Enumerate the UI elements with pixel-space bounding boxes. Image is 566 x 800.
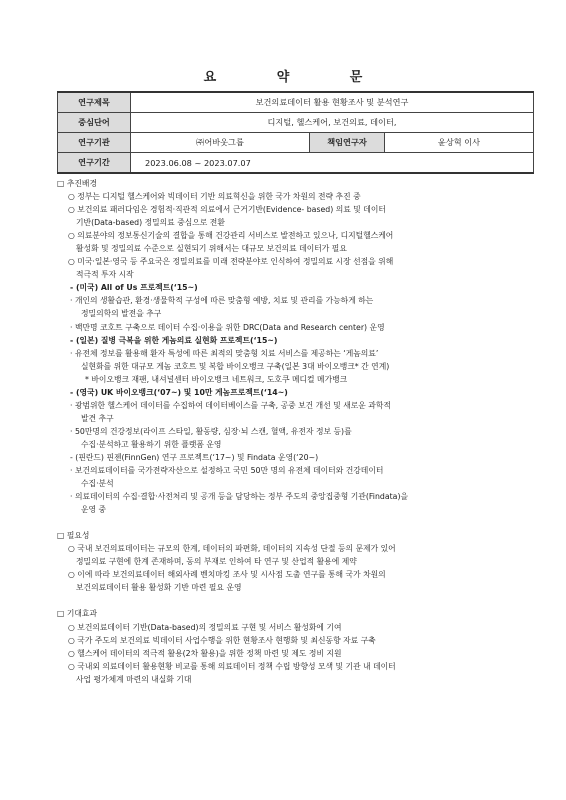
list-item: · 유전체 정보를 활용해 환자 특성에 따른 최적의 맞춤형 치료 서비스를 제공하는 ‘게놈의료’ (70, 348, 379, 358)
lead-researcher-label: 책임연구자 (310, 133, 385, 153)
research-period-value: 2023.06.08 ~ 2023.07.07 (131, 153, 534, 174)
list-item: · 개인의 생활습관, 환경·생물학적 구성에 따른 맞춤형 예방, 치료 및 관리를 가능하게 하는 (70, 296, 374, 306)
list-item: 발견 추구 (81, 413, 114, 423)
list-item: 수집·분석하고 활용하기 위한 플랫폼 운영 (81, 439, 222, 449)
list-item: ○ 국내 보건의료데이터는 규모의 한계, 데이터의 파편화, 데이터의 지속성 단절 등의 문제가 있어 (68, 544, 396, 554)
list-item: 운영 중 (81, 505, 107, 515)
list-item: · 백만명 코호트 구축으로 데이터 수집·이용을 위한 DRC(Data and Research center) 운영 (70, 322, 385, 332)
research-org-label: 연구기관 (58, 133, 131, 153)
list-item: 사업 평가체계 마련의 내실화 기대 (76, 674, 192, 684)
list-item: · 의료데이터의 수집·결합·사전처리 및 공개 등을 담당하는 정부 주도의 중앙집중형 기관(Findata)을 (70, 492, 409, 502)
list-item: 활성화 및 정밀의료 수준으로 실현되기 위해서는 대규모 보건의료 데이터가 필요 (76, 244, 347, 254)
list-item: 정밀의료 구현에 한계 존재하며, 동의 부재로 인하여 타 연구 및 산업적 활용에 제약 (76, 557, 357, 567)
list-item: ○ 보건의료 패러다임은 경험적·직관적 의료에서 근거기반(Evidence- based) 의료 및 데이터 (68, 205, 386, 215)
list-item: ○ 헬스케어 데이터의 적극적 활용(2차 활용)을 위한 정책 마련 및 제도 정비 지원 (68, 648, 342, 658)
project-title-value: 보건의료데이터 활용 현황조사 및 분석연구 (131, 92, 534, 113)
list-item: · 보건의료데이터를 국가전략자산으로 설정하고 국민 50만 명의 유전체 데이터와 건강데이터 (70, 466, 384, 476)
keywords-value: 디지털, 헬스케어, 보건의료, 데이터, (131, 113, 534, 133)
list-item: ○ 이에 따라 보건의료데이터 해외사례 벤치마킹 조사 및 시사점 도출 연구를 통해 국가 차원의 (68, 570, 386, 580)
list-item: 수집·분석 (81, 479, 114, 489)
lead-researcher-value: 윤상혁 이사 (385, 133, 534, 153)
list-item: - (영국) UK 바이오뱅크(‘07~) 및 10만 게놈프로젝트(‘14~) (70, 387, 288, 397)
keywords-label: 중심단어 (58, 113, 131, 133)
summary-info-table (57, 91, 534, 174)
section-heading-effects: □ 기대효과 (57, 609, 97, 619)
section-heading-necessity: □ 필요성 (57, 531, 90, 541)
list-item: - (미국) All of Us 프로젝트(‘15~) (70, 283, 198, 293)
list-item: * 바이오뱅크 재팬, 내셔널센터 바이오뱅크 네트워크, 도호쿠 메디컬 메가뱅크 (85, 374, 348, 384)
table-row (58, 133, 534, 153)
list-item: 보건의료데이터 활용 활성화 기반 마련 필요 운영 (76, 583, 242, 593)
table-row (58, 113, 534, 133)
list-item: 정밀의학의 발전을 추구 (81, 309, 162, 319)
list-item: - (핀란드) 핀젠(FinnGen) 연구 프로젝트(‘17~) 및 Findata 운영(‘20~) (70, 452, 319, 462)
section-gap (57, 594, 534, 607)
list-item: ○ 정부는 디지털 헬스케어와 빅데이터 기반 의료혁신을 위한 국가 차원의 전략 추진 중 (68, 192, 361, 202)
table-row (58, 153, 534, 174)
list-item: ○ 국내외 의료데이터 활용현황 비교를 통해 의료데이터 정책 수립 방향성 모색 및 기관 내 데이터 (68, 661, 396, 671)
research-period-label: 연구기간 (58, 153, 131, 174)
section-heading-background: □ 추진배경 (57, 179, 97, 188)
page-title: 요 약 문 (203, 70, 391, 85)
list-item: - (일본) 질병 극복을 위한 게놈의료 실현화 프로젝트(‘15~) (70, 335, 278, 345)
list-item: 실현화를 위한 대규모 게놈 코호트 및 복합 바이오뱅크 구축(일본 3대 바이오뱅크* 간 연계) (81, 361, 390, 371)
project-title-label: 연구제목 (58, 92, 131, 113)
list-item: · 광범위한 헬스케어 데이터를 수집하여 데이터베이스를 구축, 공중 보건 개선 및 새로운 과학적 (70, 400, 391, 410)
summary-body (57, 177, 534, 686)
table-row (58, 92, 534, 113)
list-item: 기반(Data-based) 정밀의료 중심으로 전환 (76, 218, 225, 228)
list-item: 적극적 투자 시작 (76, 270, 134, 280)
list-item: ○ 국가 주도의 보건의료 빅데이터 사업수행을 위한 현황조사 현행화 및 최신동향 자료 구축 (68, 635, 376, 645)
list-item: ○ 보건의료데이터 기반(Data-based)의 정밀의료 구현 및 서비스 활성화에 기여 (68, 622, 342, 632)
research-org-value: ㈜어바웃그룹 (131, 133, 310, 153)
list-item: ○ 의료분야의 정보통신기술의 결합을 통해 건강관리 서비스로 발전하고 있으나, 디지털헬스케어 (68, 231, 394, 241)
section-gap (57, 516, 534, 529)
list-item: · 50만명의 건강정보(라이프 스타일, 활동량, 심장·뇌 스캔, 혈액, 유전자 정보 등)를 (70, 426, 352, 436)
list-item: ○ 미국·일본·영국 등 주요국은 정밀의료를 미래 전략분야로 인식하여 정밀의료 시장 선점을 위해 (68, 257, 394, 267)
